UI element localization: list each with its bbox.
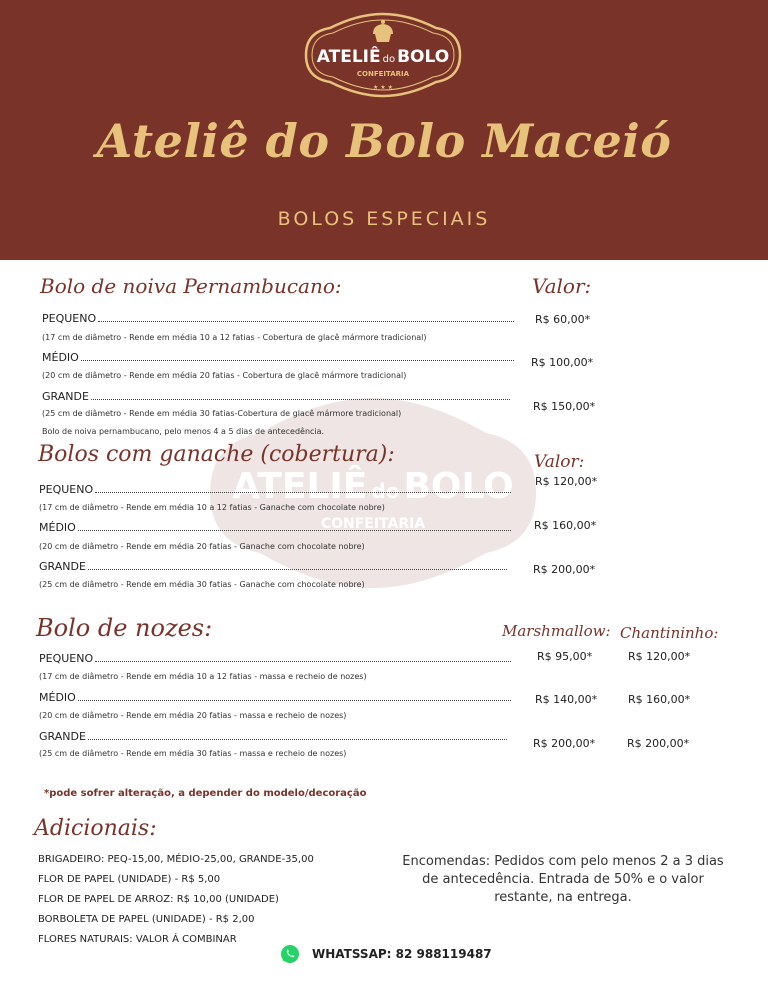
item-price-marshmallow: R$ 200,00* <box>533 737 596 750</box>
extras-item: FLOR DE PAPEL DE ARROZ: R$ 10,00 (UNIDADE) <box>38 894 279 905</box>
page-subtitle: BOLOS ESPECIAIS <box>277 208 491 230</box>
value-header-ganache: Valor: <box>534 452 585 472</box>
item-description: (17 cm de diâmetro - Rende em média 10 a 12 fatias - massa e recheio de nozes) <box>39 672 367 681</box>
orders-info: Encomendas: Pedidos com pelo menos 2 a 3 dias de antecedência. Entrada de 50% e o valor restante, na entrega. <box>402 854 724 905</box>
menu-row: MÉDIO <box>39 521 513 534</box>
item-description: (25 cm de diâmetro - Rende em média 30 fatias - Ganache com chocolate nobre) <box>39 580 365 589</box>
menu-row: MÉDIO <box>42 351 516 364</box>
item-price-chantininho: R$ 200,00* <box>627 737 690 750</box>
section-title-noiva: Bolo de noiva Pernambucano: <box>40 274 342 298</box>
section-title-ganache: Bolos com ganache (cobertura): <box>38 442 395 467</box>
menu-row: GRANDE <box>39 560 509 573</box>
menu-row: GRANDE <box>39 730 509 743</box>
value-header-noiva: Valor: <box>532 274 592 298</box>
item-price: R$ 200,00* <box>533 563 596 576</box>
item-description: (20 cm de diâmetro - Rende em média 20 fatias - Ganache com chocolate nobre) <box>39 542 365 551</box>
section-title-nozes: Bolo de nozes: <box>36 614 213 642</box>
menu-row: PEQUENO <box>42 312 516 325</box>
svg-text:ATELIÊdoBOLO: ATELIÊ do BOLO <box>316 47 450 67</box>
item-price-marshmallow: R$ 95,00* <box>537 650 593 663</box>
item-price: R$ 160,00* <box>534 519 597 532</box>
item-description: (17 cm de diâmetro - Rende em média 10 a 12 fatias - Ganache com chocolate nobre) <box>39 503 385 512</box>
item-price: R$ 60,00* <box>535 313 591 326</box>
item-description: (25 cm de diâmetro - Rende em média 30 fatias-Cobertura de glacê mármore tradicional) <box>42 409 402 418</box>
brand-logo <box>300 10 466 100</box>
section-footnote: Bolo de noiva pernambucano, pelo menos 4 a 5 dias de antecedência. <box>42 427 325 436</box>
extras-item: FLOR DE PAPEL (UNIDADE) - R$ 5,00 <box>38 874 221 885</box>
extras-item: FLORES NATURAIS: VALOR Á COMBINAR <box>38 934 237 945</box>
menu-row: MÉDIO <box>39 691 513 704</box>
svg-text:CONFEITARIA: CONFEITARIA <box>356 70 410 78</box>
item-price-marshmallow: R$ 140,00* <box>535 693 598 706</box>
item-price: R$ 100,00* <box>531 356 594 369</box>
svg-text:CONFEITARIA: CONFEITARIA <box>320 516 426 532</box>
item-description: (17 cm de diâmetro - Rende em média 10 a 12 fatias - Cobertura de glacê mármore tradicional) <box>42 333 427 342</box>
extras-item: BRIGADEIRO: PEQ-15,00, MÉDIO-25,00, GRANDE-35,00 <box>38 854 314 865</box>
item-price: R$ 150,00* <box>533 400 596 413</box>
menu-row: PEQUENO <box>39 483 513 496</box>
item-price: R$ 120,00* <box>535 475 598 488</box>
item-description: (25 cm de diâmetro - Rende em média 30 fatias - massa e recheio de nozes) <box>39 749 347 758</box>
section-title-adicionais: Adicionais: <box>34 816 157 841</box>
col-header-marshmallow: Marshmallow: <box>502 622 611 640</box>
menu-row: PEQUENO <box>39 652 513 665</box>
whatsapp-number: WHATSSAP: 82 988119487 <box>312 947 492 961</box>
header-banner <box>0 0 768 260</box>
col-header-chantininho: Chantininho: <box>620 624 719 642</box>
item-price-chantininho: R$ 160,00* <box>628 693 691 706</box>
menu-row: GRANDE <box>42 390 512 403</box>
whatsapp-contact[interactable] <box>280 944 492 964</box>
item-price-chantininho: R$ 120,00* <box>628 650 691 663</box>
item-description: (20 cm de diâmetro - Rende em média 20 fatias - Cobertura de glacê mármore tradicional) <box>42 371 407 380</box>
svg-text:ATELIÊdoBOLO: ATELIÊ do BOLO <box>232 466 514 507</box>
whatsapp-icon <box>280 944 300 964</box>
extras-item: BORBOLETA DE PAPEL (UNIDADE) - R$ 2,00 <box>38 914 255 925</box>
item-description: (20 cm de diâmetro - Rende em média 20 fatias - massa e recheio de nozes) <box>39 711 347 720</box>
page-title: Ateliê do Bolo Maceió <box>96 114 672 168</box>
svg-text:★ ★ ★: ★ ★ ★ <box>373 84 393 91</box>
price-disclaimer: *pode sofrer alteração, a depender do modelo/decoração <box>44 788 367 799</box>
